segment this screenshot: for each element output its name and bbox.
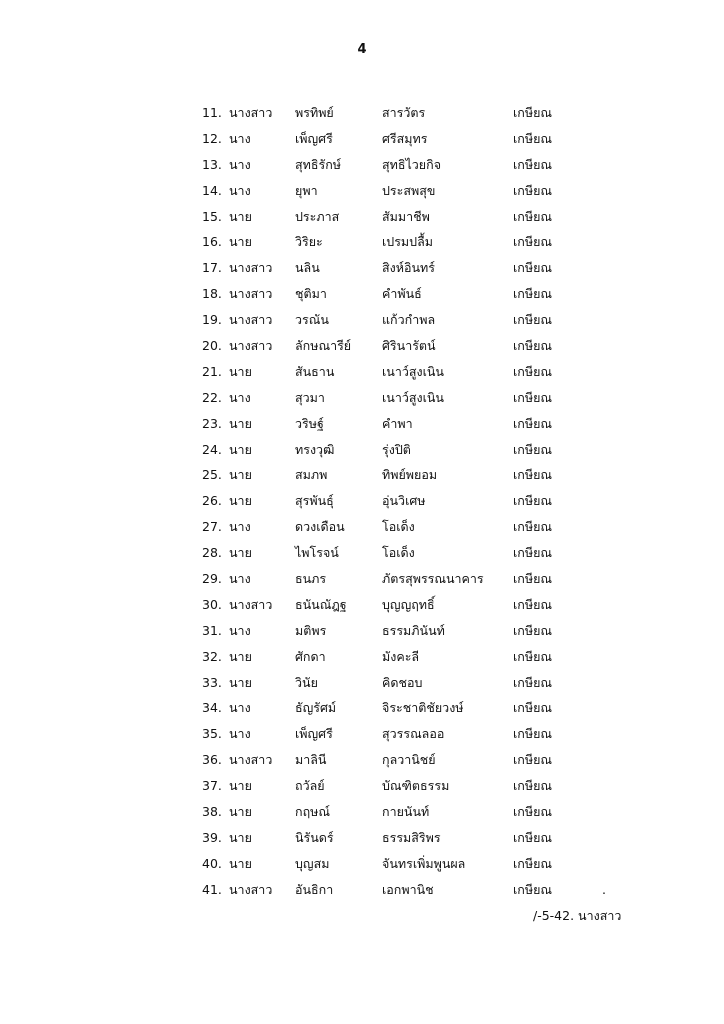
item-title: นาย <box>229 545 252 561</box>
item-last-name: สัมมาชีพ <box>382 208 430 224</box>
list-item <box>0 387 724 413</box>
item-first-name: ลักษณารีย์ <box>295 338 352 354</box>
item-number: 35. <box>202 726 222 742</box>
item-first-name: ธัญรัศม์ <box>295 700 337 716</box>
item-status: เกษียณ <box>513 415 553 431</box>
list-item <box>0 594 724 620</box>
item-number: 30. <box>202 596 222 612</box>
item-status: เกษียณ <box>513 312 553 328</box>
item-status: เกษียณ <box>513 260 553 276</box>
item-title: นางสาว <box>229 596 273 612</box>
list-item <box>0 801 724 827</box>
list-item <box>0 128 724 154</box>
item-last-name: เอกพานิช <box>382 881 434 897</box>
item-number: 18. <box>202 286 222 302</box>
item-first-name: ธนภร <box>295 571 327 587</box>
item-status: เกษียณ <box>513 804 553 820</box>
list-item <box>0 723 724 749</box>
list-item <box>0 490 724 516</box>
item-number: 31. <box>202 622 222 638</box>
item-last-name: เนาว์สูงเนิน <box>382 389 444 405</box>
list-item <box>0 231 724 257</box>
item-title: นาย <box>229 493 252 509</box>
list-item <box>0 516 724 542</box>
item-first-name: นิรันดร์ <box>295 829 334 845</box>
item-title: นางสาว <box>229 752 273 768</box>
item-last-name: ทิพย์พยอม <box>382 467 438 483</box>
item-number: 41. <box>202 881 222 897</box>
item-last-name: รุ่งปิติ <box>382 441 411 457</box>
list-item <box>0 102 724 128</box>
item-first-name: พรทิพย์ <box>295 105 334 120</box>
item-title: นาง <box>229 130 251 146</box>
item-last-name: ประสพสุข <box>382 182 436 198</box>
item-title: นางสาว <box>229 260 273 276</box>
item-last-name: อุ่นวิเศษ <box>382 493 426 509</box>
item-status: เกษียณ <box>513 622 553 638</box>
item-number: 20. <box>202 338 222 354</box>
item-first-name: วรณัน <box>295 312 329 328</box>
item-title: นาง <box>229 700 251 716</box>
item-last-name: ธรรมสิริพร <box>382 829 441 845</box>
item-first-name: มาลินี <box>295 752 327 768</box>
item-last-name: แก้วกำพล <box>382 312 436 328</box>
item-first-name: สุทธิรักษ์ <box>295 156 342 172</box>
list-item <box>0 853 724 879</box>
list-item <box>0 775 724 801</box>
item-first-name: วินัย <box>295 674 318 690</box>
item-title: นาง <box>229 726 251 742</box>
list-item <box>0 335 724 361</box>
item-number: 36. <box>202 752 222 768</box>
item-last-name: กายนันท์ <box>382 804 430 820</box>
item-first-name: ประภาส <box>295 208 340 224</box>
item-title: นาย <box>229 467 252 483</box>
item-number: 22. <box>202 389 222 405</box>
item-first-name: สุรพันธุ์ <box>295 493 334 509</box>
item-title: นาย <box>229 363 252 379</box>
item-status: เกษียณ <box>513 493 553 509</box>
item-status: เกษียณ <box>513 881 553 897</box>
list-item <box>0 697 724 723</box>
item-title: นาย <box>229 855 252 871</box>
item-last-name: เปรมปลื้ม <box>382 234 433 250</box>
list-item <box>0 464 724 490</box>
list-item <box>0 749 724 775</box>
item-last-name: มังคะลี <box>382 648 420 664</box>
item-first-name: สันธาน <box>295 363 335 379</box>
item-title: นางสาว <box>229 338 273 354</box>
item-last-name: ภัตรสุพรรณนาคาร <box>382 571 484 587</box>
item-status: เกษียณ <box>513 519 553 535</box>
item-first-name: เพ็ญศรี <box>295 130 333 146</box>
item-last-name: สารวัตร <box>382 105 426 120</box>
item-status: เกษียณ <box>513 726 553 742</box>
item-status: เกษียณ <box>513 778 553 794</box>
item-status: เกษียณ <box>513 208 553 224</box>
item-status: เกษียณ <box>513 389 553 405</box>
item-first-name: ทรงวุฒิ <box>295 441 335 457</box>
item-number: 39. <box>202 829 222 845</box>
item-first-name: นลิน <box>295 260 320 276</box>
item-status: เกษียณ <box>513 130 553 146</box>
item-status: เกษียณ <box>513 467 553 483</box>
item-title: นาง <box>229 156 251 172</box>
item-title: นาง <box>229 182 251 198</box>
item-status: เกษียณ <box>513 829 553 845</box>
item-status: เกษียณ <box>513 855 553 871</box>
item-title: นาง <box>229 571 251 587</box>
list-item <box>0 568 724 594</box>
item-title: นาย <box>229 829 252 845</box>
item-last-name: สิงห์อินทร์ <box>382 260 435 276</box>
item-number: 24. <box>202 441 222 457</box>
item-last-name: จิระชาติชัยวงษ์ <box>382 700 464 716</box>
item-number: 23. <box>202 415 222 431</box>
item-status: เกษียณ <box>513 363 553 379</box>
list-item <box>0 646 724 672</box>
item-first-name: ไพโรจน์ <box>295 545 339 561</box>
list-item <box>0 620 724 646</box>
list-item <box>0 672 724 698</box>
item-last-name: สุทธิไวยกิจ <box>382 156 442 172</box>
item-first-name: กฤษณ์ <box>295 804 330 820</box>
list-item <box>0 439 724 465</box>
item-title: นาย <box>229 234 252 250</box>
item-last-name: สุวรรณลออ <box>382 726 445 742</box>
item-number: 11. <box>202 105 222 120</box>
item-number: 29. <box>202 571 222 587</box>
list-item <box>0 257 724 283</box>
item-first-name: สุวมา <box>295 389 325 405</box>
item-number: 32. <box>202 648 222 664</box>
continuation-reference: /-5-42. นางสาว <box>533 908 622 923</box>
item-last-name: จันทรเพิ่มพูนผล <box>382 855 466 871</box>
item-first-name: บุญสม <box>295 855 330 871</box>
item-first-name: ถวัลย์ <box>295 778 325 794</box>
item-status: เกษียณ <box>513 105 553 120</box>
item-number: 27. <box>202 519 222 535</box>
item-last-name: ธรรมภินันท์ <box>382 622 445 638</box>
item-title: นางสาว <box>229 312 273 328</box>
item-number: 26. <box>202 493 222 509</box>
item-number: 13. <box>202 156 222 172</box>
item-last-name: โอเด็ง <box>382 519 415 535</box>
list-item <box>0 154 724 180</box>
item-title: นางสาว <box>229 105 273 120</box>
list-item <box>0 879 724 905</box>
item-status: เกษียณ <box>513 156 553 172</box>
item-first-name: วริษฐ์ <box>295 415 324 431</box>
item-status: เกษียณ <box>513 182 553 198</box>
name-list <box>0 102 724 905</box>
item-title: นางสาว <box>229 881 273 897</box>
item-number: 21. <box>202 363 222 379</box>
item-title: นาย <box>229 804 252 820</box>
item-number: 34. <box>202 700 222 716</box>
list-item <box>0 413 724 439</box>
list-item <box>0 309 724 335</box>
item-number: 17. <box>202 260 222 276</box>
item-number: 14. <box>202 182 222 198</box>
item-last-name: ศรีสมุทร <box>382 130 428 146</box>
item-first-name: อันธิกา <box>295 881 334 897</box>
item-title: นาง <box>229 389 251 405</box>
item-trailing-mark: . <box>602 881 606 897</box>
item-last-name: บุญญฤทธิ์ <box>382 596 435 612</box>
item-number: 25. <box>202 467 222 483</box>
item-status: เกษียณ <box>513 338 553 354</box>
item-first-name: ยุพา <box>295 182 318 198</box>
item-status: เกษียณ <box>513 286 553 302</box>
item-first-name: ดวงเดือน <box>295 519 345 535</box>
item-title: นาย <box>229 778 252 794</box>
item-status: เกษียณ <box>513 700 553 716</box>
item-title: นาง <box>229 519 251 535</box>
list-item <box>0 542 724 568</box>
item-title: นางสาว <box>229 286 273 302</box>
item-number: 16. <box>202 234 222 250</box>
item-last-name: บัณฑิตธรรม <box>382 778 450 794</box>
item-last-name: คำพันธ์ <box>382 286 422 302</box>
list-item <box>0 283 724 309</box>
item-title: นาย <box>229 441 252 457</box>
list-item <box>0 180 724 206</box>
item-title: นาย <box>229 674 252 690</box>
item-title: นาย <box>229 208 252 224</box>
item-last-name: ศิรินารัตน์ <box>382 338 436 354</box>
item-number: 28. <box>202 545 222 561</box>
item-first-name: สมภพ <box>295 467 328 483</box>
item-first-name: เพ็ญศรี <box>295 726 333 742</box>
item-number: 38. <box>202 804 222 820</box>
item-last-name: คิดชอบ <box>382 674 423 690</box>
item-status: เกษียณ <box>513 648 553 664</box>
item-number: 33. <box>202 674 222 690</box>
item-first-name: ชุติมา <box>295 286 327 302</box>
item-number: 40. <box>202 855 222 871</box>
item-title: นาง <box>229 622 251 638</box>
item-number: 37. <box>202 778 222 794</box>
item-number: 15. <box>202 208 222 224</box>
item-number: 19. <box>202 312 222 328</box>
item-status: เกษียณ <box>513 674 553 690</box>
item-title: นาย <box>229 648 252 664</box>
item-last-name: โอเด็ง <box>382 545 415 561</box>
item-title: นาย <box>229 415 252 431</box>
item-status: เกษียณ <box>513 596 553 612</box>
item-status: เกษียณ <box>513 545 553 561</box>
item-first-name: มติพร <box>295 622 327 638</box>
list-item <box>0 361 724 387</box>
item-first-name: ศักดา <box>295 648 326 664</box>
item-status: เกษียณ <box>513 234 553 250</box>
item-status: เกษียณ <box>513 752 553 768</box>
item-number: 12. <box>202 130 222 146</box>
page-number: 4 <box>357 42 367 57</box>
item-first-name: วิริยะ <box>295 234 323 250</box>
item-last-name: เนาว์สูงเนิน <box>382 363 444 379</box>
item-status: เกษียณ <box>513 441 553 457</box>
item-last-name: คำพา <box>382 415 413 431</box>
item-status: เกษียณ <box>513 571 553 587</box>
list-item <box>0 206 724 232</box>
list-item <box>0 827 724 853</box>
item-last-name: กุลวานิชย์ <box>382 752 436 768</box>
item-first-name: ธนันณัฎฐ <box>295 596 347 612</box>
